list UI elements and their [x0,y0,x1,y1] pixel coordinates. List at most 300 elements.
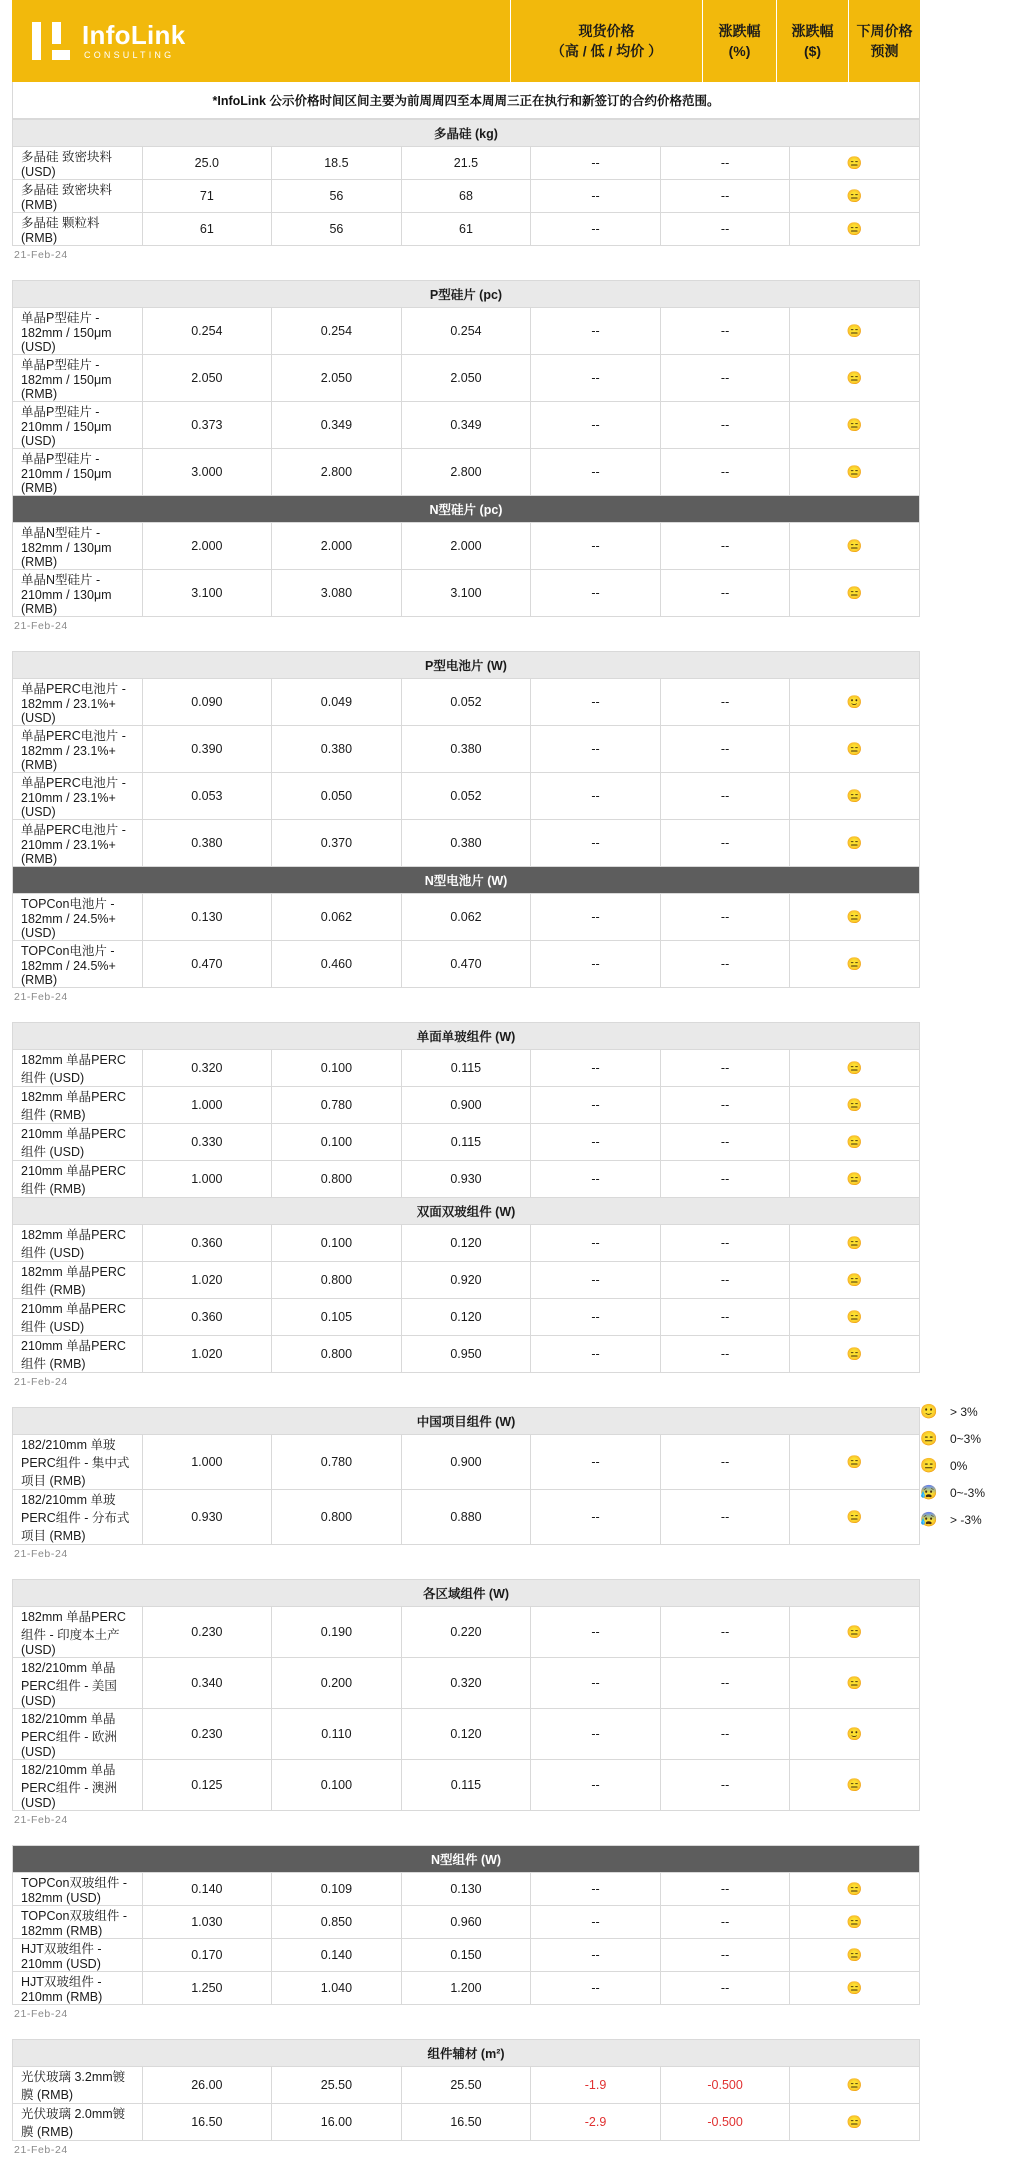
row-change-usd: -- [660,147,790,180]
row-price-avg: 2.050 [401,355,531,402]
row-item-label: 多晶硅 致密块料 (USD) [13,147,143,180]
legend-face-icon: 🙂 [920,1403,938,1419]
legend-face-icon: 😑 [920,1457,938,1473]
table-row [13,1760,920,1811]
row-price-high: 1.000 [142,1435,272,1490]
row-forecast-face: 😑 [790,1087,920,1124]
row-price-low: 0.109 [272,1873,402,1906]
row-price-avg: 25.50 [401,2067,531,2104]
row-forecast-face: 😑 [790,570,920,617]
row-price-high: 0.254 [142,308,272,355]
row-change-pct: -- [531,1906,661,1939]
row-price-high: 0.330 [142,1124,272,1161]
row-change-pct: -- [531,1658,661,1709]
row-item-label: TOPCon双玻组件 - 182mm (RMB) [13,1906,143,1939]
legend-face-icon: 😰 [920,1511,938,1527]
row-change-usd: -- [660,1490,790,1545]
row-price-high: 1.250 [142,1972,272,2005]
row-price-high: 0.360 [142,1225,272,1262]
row-change-usd: -- [660,1906,790,1939]
row-change-usd: -- [660,1607,790,1658]
table-row [13,1906,920,1939]
row-forecast-face: 😑 [790,1336,920,1373]
table-row [13,355,920,402]
block-spacer [12,1008,920,1022]
row-price-high: 1.020 [142,1336,272,1373]
table-row [13,402,920,449]
row-price-high: 25.0 [142,147,272,180]
row-change-pct: -- [531,570,661,617]
block-datestamp: 21-Feb-24 [14,2144,68,2156]
row-price-avg: 0.052 [401,773,531,820]
change-pct-label: 涨跌幅 [718,22,761,39]
row-price-avg: 61 [401,213,531,246]
row-price-avg: 0.150 [401,1939,531,1972]
row-price-avg: 0.220 [401,1607,531,1658]
row-price-avg: 3.100 [401,570,531,617]
row-change-pct: -- [531,894,661,941]
row-forecast-face: 😑 [790,820,920,867]
row-item-label: 182/210mm 单玻PERC组件 - 分布式项目 (RMB) [13,1490,143,1545]
row-price-avg: 2.000 [401,523,531,570]
row-price-avg: 0.950 [401,1336,531,1373]
row-forecast-face: 😑 [790,402,920,449]
row-price-high: 1.030 [142,1906,272,1939]
row-price-low: 0.349 [272,402,402,449]
row-forecast-face: 😑 [790,773,920,820]
row-price-low: 0.100 [272,1124,402,1161]
row-change-pct: -- [531,213,661,246]
row-price-avg: 0.052 [401,679,531,726]
brand-logo [12,0,510,82]
row-price-low: 0.460 [272,941,402,988]
row-forecast-face: 😑 [790,894,920,941]
row-item-label: 182/210mm 单玻PERC组件 - 集中式项目 (RMB) [13,1435,143,1490]
row-price-avg: 16.50 [401,2104,531,2141]
spot-price-label: 现货价格 [578,22,635,39]
row-price-low: 0.780 [272,1435,402,1490]
row-price-low: 0.110 [272,1709,402,1760]
row-item-label: 182mm 单晶PERC组件 - 印度本土产 (USD) [13,1607,143,1658]
row-change-usd: -- [660,726,790,773]
row-price-high: 0.360 [142,1299,272,1336]
table-row [13,941,920,988]
row-price-avg: 0.120 [401,1299,531,1336]
row-forecast-face: 😑 [790,1161,920,1198]
row-change-usd: -- [660,1161,790,1198]
legend-item [920,1479,1024,1506]
table-header [12,0,920,82]
row-change-pct: -- [531,1435,661,1490]
row-price-high: 61 [142,213,272,246]
block-datestamp: 21-Feb-24 [14,1548,68,1560]
row-change-pct: -- [531,402,661,449]
row-forecast-face: 😑 [790,1225,920,1262]
row-price-low: 18.5 [272,147,402,180]
row-price-high: 26.00 [142,2067,272,2104]
row-item-label: 182mm 单晶PERC组件 (RMB) [13,1262,143,1299]
block-datestamp: 21-Feb-24 [14,1814,68,1826]
row-price-avg: 1.200 [401,1972,531,2005]
row-item-label: 光伏玻璃 3.2mm镀膜 (RMB) [13,2067,143,2104]
row-price-low: 25.50 [272,2067,402,2104]
row-forecast-face: 😑 [790,449,920,496]
table-row [13,1050,920,1087]
row-price-high: 1.000 [142,1161,272,1198]
row-change-pct: -- [531,1299,661,1336]
row-forecast-face: 😑 [790,1050,920,1087]
row-forecast-face: 😑 [790,1906,920,1939]
table-row [13,1225,920,1262]
section-header-row [13,1580,920,1607]
row-change-pct: -- [531,1873,661,1906]
row-item-label: 单晶P型硅片 - 210mm / 150μm (USD) [13,402,143,449]
section-title: N型硅片 (pc) [13,496,920,523]
legend-label: 0~3% [950,1431,982,1446]
row-price-low: 56 [272,180,402,213]
block-datestamp: 21-Feb-24 [14,249,68,261]
row-price-high: 16.50 [142,2104,272,2141]
spot-price-sub-label: （高 / 低 / 均价 ） [550,43,663,59]
table-row [13,1435,920,1490]
row-price-high: 0.140 [142,1873,272,1906]
row-price-avg: 0.880 [401,1490,531,1545]
block-datestamp: 21-Feb-24 [14,991,68,1003]
row-price-avg: 0.320 [401,1658,531,1709]
row-item-label: TOPCon电池片 - 182mm / 24.5%+ (RMB) [13,941,143,988]
row-price-avg: 0.254 [401,308,531,355]
table-row [13,2104,920,2141]
row-forecast-face: 🙂 [790,1709,920,1760]
row-price-low: 0.105 [272,1299,402,1336]
table-row [13,1939,920,1972]
brand-tagline: CONSULTING [84,50,175,60]
legend-item [920,1506,1024,1533]
table-row [13,1972,920,2005]
row-price-avg: 0.900 [401,1087,531,1124]
row-price-low: 2.800 [272,449,402,496]
row-change-pct: -- [531,773,661,820]
row-forecast-face: 😑 [790,2104,920,2141]
row-price-avg: 0.900 [401,1435,531,1490]
table-row [13,1336,920,1373]
table-row [13,2067,920,2104]
row-change-usd: -- [660,1050,790,1087]
table-row [13,147,920,180]
row-forecast-face: 😑 [790,1607,920,1658]
table-row [13,523,920,570]
row-price-avg: 0.115 [401,1124,531,1161]
row-change-usd: -- [660,820,790,867]
row-price-high: 3.000 [142,449,272,496]
row-change-usd: -- [660,402,790,449]
row-price-avg: 68 [401,180,531,213]
row-change-pct: -- [531,1087,661,1124]
block-spacer [12,2025,920,2039]
legend-face-icon: 😰 [920,1484,938,1500]
row-price-high: 0.230 [142,1607,272,1658]
row-price-high: 2.000 [142,523,272,570]
row-price-avg: 0.920 [401,1262,531,1299]
section-header-row [13,652,920,679]
row-forecast-face: 😑 [790,308,920,355]
row-item-label: 182mm 单晶PERC组件 (USD) [13,1225,143,1262]
row-change-pct: -- [531,679,661,726]
row-change-usd: -- [660,1435,790,1490]
row-change-usd: -- [660,1760,790,1811]
row-change-usd: -- [660,1873,790,1906]
row-price-low: 56 [272,213,402,246]
legend-face-icon: 😑 [920,1430,938,1446]
column-header-forecast [848,0,920,82]
table-row [13,679,920,726]
legend-item [920,1425,1024,1452]
row-item-label: 单晶PERC电池片 - 210mm / 23.1%+ (RMB) [13,820,143,867]
section-header-row [13,1198,920,1225]
row-price-avg: 0.380 [401,726,531,773]
row-item-label: TOPCon电池片 - 182mm / 24.5%+ (USD) [13,894,143,941]
row-change-pct: -- [531,820,661,867]
legend-label: 0% [950,1458,968,1473]
row-forecast-face: 😑 [790,1760,920,1811]
row-change-pct: -2.9 [531,2104,661,2141]
row-price-avg: 0.130 [401,1873,531,1906]
legend-item [920,1398,1024,1425]
row-price-avg: 2.800 [401,449,531,496]
section-title: 双面双玻组件 (W) [13,1198,920,1225]
row-price-low: 0.800 [272,1262,402,1299]
column-header-change-pct [702,0,776,82]
row-price-low: 0.190 [272,1607,402,1658]
row-price-low: 0.049 [272,679,402,726]
row-price-avg: 21.5 [401,147,531,180]
table-row [13,1709,920,1760]
row-price-low: 0.100 [272,1760,402,1811]
row-price-low: 0.050 [272,773,402,820]
legend-label: 0~-3% [950,1485,986,1500]
row-price-high: 0.373 [142,402,272,449]
row-price-avg: 0.960 [401,1906,531,1939]
row-change-usd: -- [660,1972,790,2005]
row-change-usd: -- [660,1124,790,1161]
row-change-usd: -- [660,941,790,988]
row-item-label: TOPCon双玻组件 - 182mm (USD) [13,1873,143,1906]
row-price-low: 0.800 [272,1490,402,1545]
row-price-avg: 0.930 [401,1161,531,1198]
table-row [13,726,920,773]
row-item-label: 210mm 单晶PERC组件 (RMB) [13,1336,143,1373]
row-price-high: 0.340 [142,1658,272,1709]
section-header-row [13,867,920,894]
row-price-high: 0.130 [142,894,272,941]
row-item-label: 光伏玻璃 2.0mm镀膜 (RMB) [13,2104,143,2141]
price-table [12,1022,920,1373]
row-price-low: 0.800 [272,1161,402,1198]
infolink-logo-icon [30,20,72,62]
row-item-label: 182mm 单晶PERC组件 (RMB) [13,1087,143,1124]
table-row [13,449,920,496]
row-price-low: 0.140 [272,1939,402,1972]
row-item-label: 210mm 单晶PERC组件 (USD) [13,1299,143,1336]
row-change-usd: -- [660,1709,790,1760]
price-sheet [12,0,920,2161]
row-item-label: 多晶硅 致密块料 (RMB) [13,180,143,213]
row-item-label: HJT双玻组件 - 210mm (USD) [13,1939,143,1972]
row-change-usd: -- [660,1939,790,1972]
row-price-high: 3.100 [142,570,272,617]
legend-label: > -3% [950,1512,982,1527]
row-item-label: 210mm 单晶PERC组件 (RMB) [13,1161,143,1198]
table-row [13,213,920,246]
row-price-avg: 0.115 [401,1760,531,1811]
section-title: 组件辅材 (m²) [13,2040,920,2067]
row-price-low: 0.062 [272,894,402,941]
row-price-low: 0.380 [272,726,402,773]
row-item-label: 单晶PERC电池片 - 182mm / 23.1%+ (RMB) [13,726,143,773]
block-spacer [12,1565,920,1579]
row-forecast-face: 😑 [790,523,920,570]
block-spacer [12,266,920,280]
row-change-pct: -- [531,1124,661,1161]
row-price-high: 0.053 [142,773,272,820]
row-forecast-face: 😑 [790,1658,920,1709]
change-pct-sub-label: (%) [728,43,751,59]
row-forecast-face: 😑 [790,213,920,246]
row-change-usd: -- [660,1299,790,1336]
forecast-sub-label: 预测 [870,43,899,59]
row-item-label: 单晶N型硅片 - 182mm / 130μm (RMB) [13,523,143,570]
table-row [13,1873,920,1906]
table-row [13,1299,920,1336]
legend-label: > 3% [950,1404,978,1419]
section-title: 中国项目组件 (W) [13,1408,920,1435]
table-row [13,1161,920,1198]
price-table [12,280,920,617]
row-change-pct: -- [531,726,661,773]
brand-name: InfoLink [82,20,186,50]
section-header-row [13,120,920,147]
row-forecast-face: 😑 [790,355,920,402]
section-header-row [13,281,920,308]
legend [920,1398,1024,1533]
row-change-pct: -- [531,1490,661,1545]
row-price-high: 0.470 [142,941,272,988]
row-price-high: 1.000 [142,1087,272,1124]
row-forecast-face: 😑 [790,1873,920,1906]
row-change-usd: -0.500 [660,2104,790,2141]
table-row [13,1087,920,1124]
price-table [12,1579,920,1811]
row-price-avg: 0.470 [401,941,531,988]
price-blocks [12,119,920,2161]
table-row [13,1490,920,1545]
row-item-label: 182/210mm 单晶PERC组件 - 欧洲 (USD) [13,1709,143,1760]
row-change-usd: -- [660,180,790,213]
row-item-label: 单晶PERC电池片 - 210mm / 23.1%+ (USD) [13,773,143,820]
table-row [13,308,920,355]
section-title: 单面单玻组件 (W) [13,1023,920,1050]
row-change-pct: -- [531,449,661,496]
row-price-low: 2.050 [272,355,402,402]
row-forecast-face: 😑 [790,2067,920,2104]
row-price-high: 0.390 [142,726,272,773]
row-price-low: 0.254 [272,308,402,355]
section-title: N型电池片 (W) [13,867,920,894]
row-forecast-face: 😑 [790,1972,920,2005]
row-price-high: 0.320 [142,1050,272,1087]
table-row [13,1124,920,1161]
row-price-high: 71 [142,180,272,213]
row-change-pct: -- [531,1939,661,1972]
row-item-label: 182/210mm 单晶PERC组件 - 美国 (USD) [13,1658,143,1709]
section-title: N型组件 (W) [13,1846,920,1873]
row-item-label: 多晶硅 颗粒料 (RMB) [13,213,143,246]
row-change-pct: -1.9 [531,2067,661,2104]
row-change-usd: -- [660,523,790,570]
row-forecast-face: 😑 [790,1490,920,1545]
row-forecast-face: 🙂 [790,679,920,726]
row-change-usd: -- [660,1262,790,1299]
row-price-high: 0.170 [142,1939,272,1972]
row-change-pct: -- [531,1760,661,1811]
row-price-low: 0.800 [272,1336,402,1373]
row-forecast-face: 😑 [790,1124,920,1161]
price-table [12,1407,920,1545]
row-price-low: 3.080 [272,570,402,617]
row-forecast-face: 😑 [790,1299,920,1336]
row-change-pct: -- [531,1050,661,1087]
table-row [13,180,920,213]
row-change-usd: -- [660,308,790,355]
row-price-high: 0.380 [142,820,272,867]
row-change-pct: -- [531,941,661,988]
row-price-high: 0.230 [142,1709,272,1760]
row-price-avg: 0.062 [401,894,531,941]
row-change-usd: -- [660,1658,790,1709]
table-row [13,894,920,941]
row-item-label: 单晶P型硅片 - 182mm / 150μm (USD) [13,308,143,355]
section-title: 多晶硅 (kg) [13,120,920,147]
row-item-label: HJT双玻组件 - 210mm (RMB) [13,1972,143,2005]
block-datestamp: 21-Feb-24 [14,1376,68,1388]
row-price-high: 0.125 [142,1760,272,1811]
row-price-avg: 0.115 [401,1050,531,1087]
row-change-usd: -- [660,355,790,402]
block-datestamp: 21-Feb-24 [14,620,68,632]
section-header-row [13,1023,920,1050]
section-header-row [13,1846,920,1873]
row-change-usd: -- [660,773,790,820]
row-change-pct: -- [531,147,661,180]
row-item-label: 单晶P型硅片 - 182mm / 150μm (RMB) [13,355,143,402]
row-change-pct: -- [531,355,661,402]
table-row [13,1658,920,1709]
row-change-pct: -- [531,1225,661,1262]
row-price-high: 2.050 [142,355,272,402]
section-title: P型电池片 (W) [13,652,920,679]
row-change-pct: -- [531,1709,661,1760]
row-price-low: 0.370 [272,820,402,867]
row-forecast-face: 😑 [790,180,920,213]
row-item-label: 单晶N型硅片 - 210mm / 130μm (RMB) [13,570,143,617]
row-price-avg: 0.349 [401,402,531,449]
table-row [13,1607,920,1658]
row-price-avg: 0.380 [401,820,531,867]
row-price-low: 16.00 [272,2104,402,2141]
row-change-usd: -- [660,570,790,617]
disclaimer-note: *InfoLink 公示价格时间区间主要为前周周四至本周周三正在执行和新签订的合约价格范围。 [12,82,920,119]
row-change-pct: -- [531,1336,661,1373]
